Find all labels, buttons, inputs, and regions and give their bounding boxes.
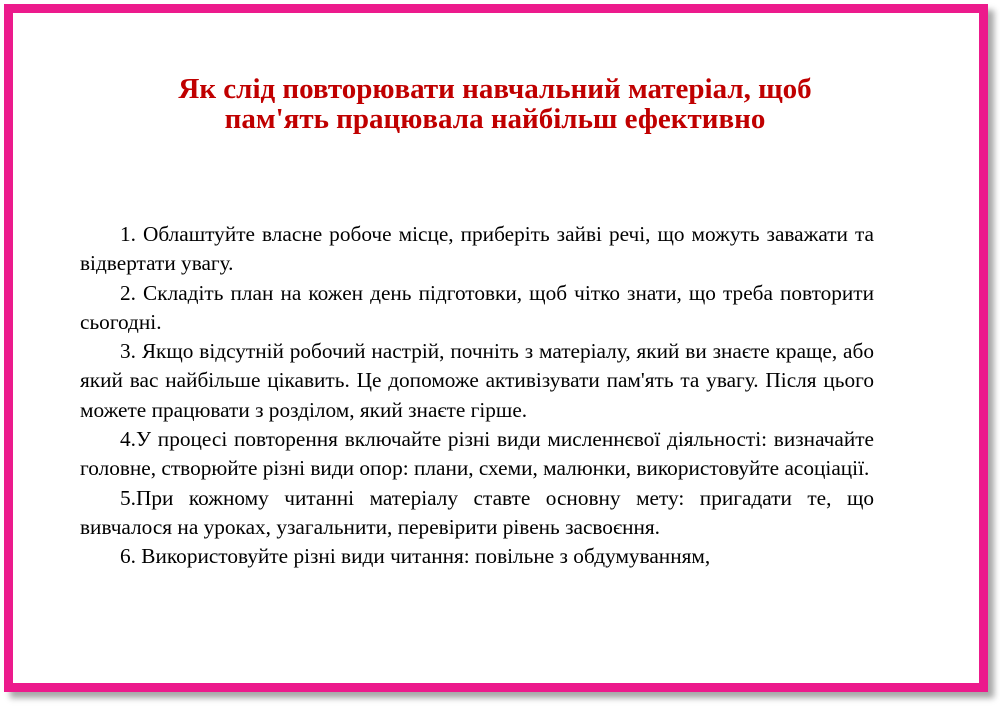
list-item: 5.При кожному читанні матеріалу ставте основну мету: пригадати те, що вивчалося на уроках, узагальнити, перевірити рівень засвоєння. (80, 485, 874, 539)
list-item: 6. Використовуйте різні види читання: повільне з обдумуванням, (120, 544, 711, 569)
tips-list (80, 220, 874, 572)
title-line-2: пам'ять працювала найбільш ефективно (224, 103, 766, 135)
page-title (80, 74, 910, 134)
list-item: 4.У процесі повторення включайте різні види мисленнєвої діяльності: визначайте головне, створюйте різні види опор: плани, схеми, малюнки, використовуйте асоціації. (80, 427, 874, 481)
title-line-1: Як слід повторювати навчальний матеріал, щоб (178, 73, 812, 105)
list-item: 2. Складіть план на кожен день підготовки, щоб чітко знати, що треба повторити сьогодні. (80, 280, 874, 334)
list-item: 1. Облаштуйте власне робоче місце, приберіть зайві речі, що можуть заважати та відвертати увагу. (80, 222, 874, 276)
list-item: 3. Якщо відсутній робочий настрій, почніть з матеріалу, який ви знаєте краще, або який вас найбільше цікавить. Це допоможе активізувати пам'ять та увагу. Після цього можете працювати з розділом, який знаєте гірше. (80, 339, 874, 422)
